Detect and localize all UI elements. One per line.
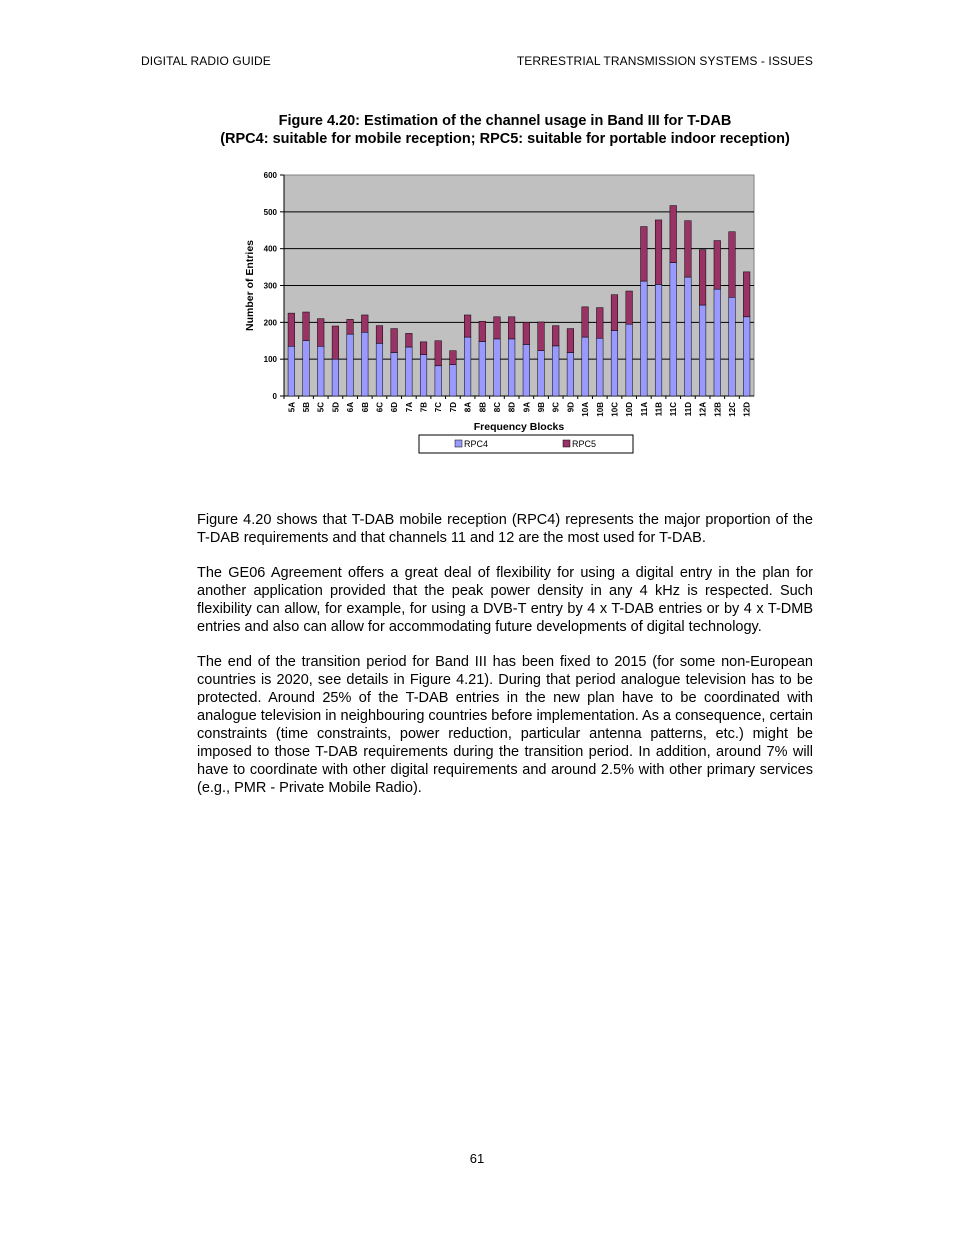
bar-rpc4 <box>538 351 545 396</box>
x-tick-label: 5C <box>316 402 326 413</box>
bar-rpc4 <box>464 337 471 396</box>
bar-rpc4 <box>552 346 559 396</box>
x-tick-label: 8C <box>492 402 502 413</box>
bar-rpc4 <box>626 324 633 396</box>
x-tick-label: 6D <box>390 402 400 413</box>
y-tick-label: 300 <box>263 281 277 291</box>
x-tick-label: 12B <box>713 402 723 417</box>
x-tick-label: 5A <box>287 402 297 413</box>
bar-rpc4 <box>303 341 310 396</box>
paragraph-1: Figure 4.20 shows that T-DAB mobile reception (RPC4) represents the major proportion of the T-DAB requirements and that channels 11 and 12 are the most used for T-DAB. <box>197 512 813 546</box>
x-tick-label: 10B <box>595 402 605 417</box>
bar-rpc5 <box>450 351 457 365</box>
body-text <box>197 511 813 814</box>
x-tick-label: 12C <box>727 402 737 417</box>
bar-rpc5 <box>347 319 354 334</box>
bar-rpc4 <box>361 332 368 396</box>
bar-rpc4 <box>450 365 457 396</box>
x-tick-label: 7B <box>419 402 429 413</box>
x-tick-label: 9B <box>537 402 547 413</box>
bar-rpc4 <box>391 353 398 396</box>
bar-rpc4 <box>743 317 750 396</box>
bar-rpc5 <box>552 326 559 346</box>
x-tick-label: 11A <box>639 402 649 417</box>
bar-rpc5 <box>538 322 545 351</box>
x-tick-label: 12D <box>742 402 752 417</box>
y-tick-label: 500 <box>263 207 277 217</box>
bar-rpc4 <box>582 337 589 396</box>
bar-rpc5 <box>685 221 692 277</box>
figure-caption-subtitle: (RPC4: suitable for mobile reception; RPC5: suitable for portable indoor reception) <box>220 131 790 147</box>
bar-rpc5 <box>567 329 574 353</box>
bar-rpc5 <box>582 307 589 337</box>
y-tick-label: 200 <box>263 318 277 328</box>
bar-rpc4 <box>567 353 574 396</box>
figure-caption <box>180 112 830 148</box>
y-tick-label: 400 <box>263 244 277 254</box>
bar-rpc5 <box>655 220 662 284</box>
bar-rpc4 <box>611 330 618 396</box>
bar-rpc5 <box>332 326 339 359</box>
legend-box <box>419 435 633 453</box>
x-tick-label: 6B <box>360 402 370 413</box>
bar-rpc5 <box>464 315 471 337</box>
bar-rpc4 <box>508 339 515 396</box>
bar-rpc5 <box>391 329 398 353</box>
x-tick-label: 7C <box>434 402 444 413</box>
bar-rpc4 <box>332 359 339 396</box>
bar-rpc5 <box>508 317 515 339</box>
bar-rpc5 <box>641 227 648 282</box>
paragraph-2: The GE06 Agreement offers a great deal of flexibility for using a digital entry in the plan for another application provided that the peak power density in any 4 kHz is respected. Such flexibility can allow, for example, for using a DVB-T entry by 4 x T-DAB entries or by 4 x T-DMB entries and also can allow for accommodating future developments of digital technology. <box>197 565 813 635</box>
y-tick-label: 100 <box>263 355 277 365</box>
bar-rpc5 <box>523 322 530 344</box>
x-tick-label: 11C <box>669 402 679 417</box>
bar-rpc4 <box>317 346 324 396</box>
x-tick-label: 7D <box>448 402 458 413</box>
bar-rpc4 <box>729 297 736 396</box>
paragraph-3: The end of the transition period for Band III has been fixed to 2015 (for some non-European countries is 2020, see details in Figure 4.21). During that period analogue television has to be protected. Around 25% of the T-DAB entries in the new plan have to be coordinated with analogue television in neighbouring countries before implementation. As a consequence, certain constraints (time constraints, power reduction, particular antenna patterns, etc.) might be imposed to those T-DAB requirements during the transition period. In addition, around 7% will have to coordinate with other digital requirements and around 2.5% with other primary services (e.g., PMR - Private Mobile Radio). <box>197 654 813 796</box>
figure-caption-title: Figure 4.20: Estimation of the channel usage in Band III for T-DAB <box>278 113 732 129</box>
bar-rpc5 <box>494 317 501 339</box>
bar-rpc4 <box>523 344 530 396</box>
bar-rpc5 <box>376 326 383 344</box>
x-tick-label: 9C <box>551 402 561 413</box>
bar-rpc5 <box>420 342 427 355</box>
y-axis-label: Number of Entries <box>244 239 256 332</box>
x-tick-label: 10C <box>610 402 620 417</box>
bar-rpc4 <box>655 284 662 396</box>
x-tick-label: 8D <box>507 402 517 413</box>
x-tick-label: 8B <box>478 402 488 413</box>
x-tick-label: 12A <box>698 402 708 417</box>
bar-rpc4 <box>347 334 354 396</box>
bar-rpc5 <box>288 313 295 346</box>
bar-rpc5 <box>699 250 706 305</box>
page-number: 61 <box>469 1151 485 1166</box>
bar-rpc5 <box>596 308 603 339</box>
running-header-right: TERRESTRIAL TRANSMISSION SYSTEMS - ISSUES <box>516 54 813 68</box>
x-tick-label: 11B <box>654 402 664 417</box>
y-tick-label: 0 <box>272 392 277 401</box>
bar-rpc4 <box>406 347 413 396</box>
bar-rpc5 <box>626 291 633 324</box>
x-tick-label: 6A <box>346 402 356 413</box>
channel-usage-chart <box>236 165 776 460</box>
bar-rpc5 <box>611 295 618 331</box>
bar-rpc4 <box>641 281 648 396</box>
bar-rpc5 <box>729 232 736 298</box>
bar-rpc4 <box>479 341 486 396</box>
x-tick-label: 5D <box>331 402 341 413</box>
x-tick-label: 8A <box>463 402 473 413</box>
bar-rpc4 <box>376 343 383 396</box>
x-tick-label: 5B <box>302 402 312 413</box>
bar-rpc4 <box>714 289 721 396</box>
x-tick-label: 9D <box>566 402 576 413</box>
bar-rpc5 <box>406 333 413 347</box>
bar-rpc5 <box>479 321 486 341</box>
x-tick-label: 10D <box>625 402 635 417</box>
bar-rpc4 <box>699 305 706 396</box>
bar-rpc4 <box>420 355 427 396</box>
bar-rpc4 <box>288 346 295 396</box>
x-tick-label: 7A <box>404 402 414 413</box>
bar-rpc4 <box>685 277 692 396</box>
legend-swatch-rpc5 <box>563 440 570 447</box>
bar-rpc4 <box>596 338 603 396</box>
y-tick-label: 600 <box>263 171 277 180</box>
x-axis-label: Frequency Blocks <box>473 421 565 433</box>
bar-rpc4 <box>435 366 442 396</box>
bar-rpc5 <box>435 341 442 366</box>
bar-rpc4 <box>494 339 501 396</box>
x-tick-label: 11D <box>683 402 693 417</box>
legend-label-rpc5: RPC5 <box>572 439 597 449</box>
x-tick-label: 9A <box>522 402 532 413</box>
x-tick-label: 6C <box>375 402 385 413</box>
bar-rpc5 <box>303 312 310 341</box>
bar-rpc5 <box>714 241 721 290</box>
bar-rpc5 <box>670 206 677 263</box>
legend-label-rpc4: RPC4 <box>464 439 489 449</box>
bar-rpc5 <box>317 319 324 347</box>
bar-rpc4 <box>670 263 677 396</box>
bar-rpc5 <box>743 272 750 317</box>
legend-swatch-rpc4 <box>455 440 462 447</box>
running-header-left: DIGITAL RADIO GUIDE <box>141 54 271 68</box>
bar-rpc5 <box>361 315 368 332</box>
x-tick-label: 10A <box>581 402 591 417</box>
